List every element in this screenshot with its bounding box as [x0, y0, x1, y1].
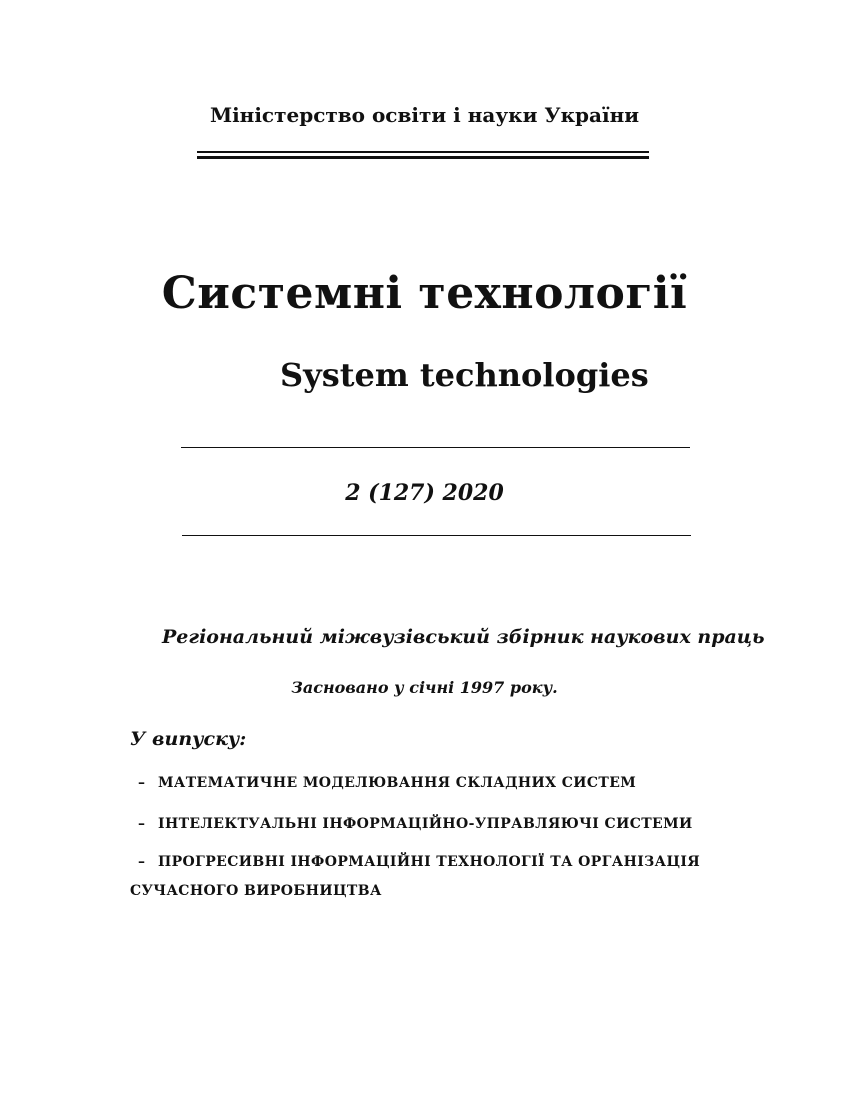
divider-bottom — [182, 535, 691, 536]
dash-bullet: – — [138, 775, 146, 791]
founded-note: Засновано у січні 1997 року. — [291, 678, 558, 697]
topic-item — [138, 854, 700, 870]
dash-bullet: – — [138, 816, 146, 832]
topic-label: МАТЕМАТИЧНЕ МОДЕЛЮВАННЯ СКЛАДНИХ СИСТЕМ — [158, 775, 637, 791]
journal-title-ukrainian: Системні технології — [161, 268, 688, 319]
double-divider — [197, 151, 649, 159]
issue-number: 2 (127) 2020 — [345, 480, 504, 506]
divider-top — [181, 447, 690, 448]
topic-item-continuation: СУЧАСНОГО ВИРОБНИЦТВА — [130, 883, 382, 899]
dash-bullet: – — [138, 854, 146, 870]
topic-label: ПРОГРЕСИВНІ ІНФОРМАЦІЙНІ ТЕХНОЛОГІЇ ТА ОРГАНІЗАЦІЯ — [158, 854, 701, 870]
topic-item — [138, 775, 636, 791]
journal-title-english: System technologies — [280, 356, 649, 394]
in-issue-label: У випуску: — [130, 728, 247, 750]
ministry-heading: Міністерство освіти і науки України — [209, 103, 640, 127]
topic-item — [138, 816, 693, 832]
topic-label: ІНТЕЛЕКТУАЛЬНІ ІНФОРМАЦІЙНО-УПРАВЛЯЮЧІ СИСТЕМИ — [158, 816, 693, 832]
collection-description: Регіональний міжвузівський збірник наукових праць — [162, 626, 765, 648]
